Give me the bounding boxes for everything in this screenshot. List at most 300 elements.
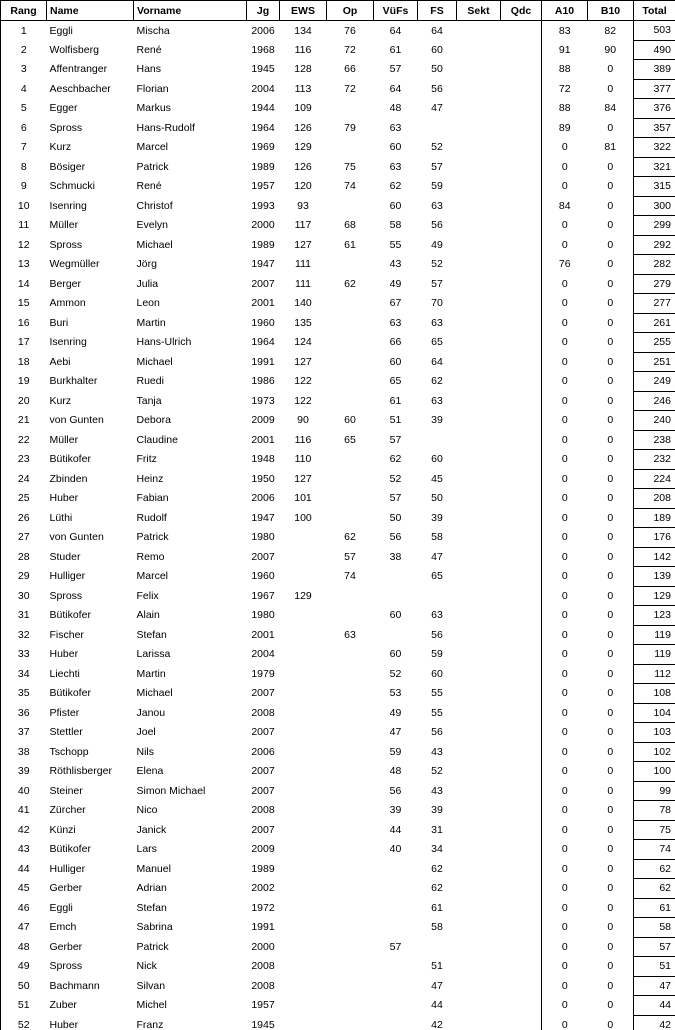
- cell-vufs: [374, 898, 418, 918]
- cell-vorname: Evelyn: [136, 219, 169, 232]
- cell-op: [327, 372, 374, 392]
- header-vorname: Vorname: [134, 1, 247, 21]
- table-row: [1, 60, 675, 80]
- cell-vufs: 63: [389, 316, 402, 329]
- cell-total: 74: [634, 840, 675, 860]
- cell-a10: 83: [558, 24, 571, 37]
- cell-name: Wegmüller: [49, 258, 100, 271]
- table-row: [1, 703, 675, 723]
- table-row: [1, 996, 675, 1016]
- cell-rang: 17: [1, 333, 47, 353]
- cell-vufs: 64: [389, 82, 402, 95]
- cell-ews: 126: [294, 121, 312, 134]
- cell-fs: 51: [431, 960, 443, 973]
- cell-vufs: 47: [389, 726, 402, 739]
- cell-b10: 0: [588, 723, 634, 743]
- cell-vufs: 60: [389, 199, 402, 212]
- cell-op: 74: [344, 180, 356, 193]
- cell-b10: 81: [588, 138, 634, 158]
- cell-op: [327, 723, 374, 743]
- cell-a10: 0: [561, 979, 568, 992]
- cell-vorname: Simon Michael: [136, 784, 206, 797]
- cell-rang: 16: [1, 313, 47, 333]
- cell-vorname: Martin: [136, 316, 166, 329]
- table-row: [1, 859, 675, 879]
- cell-total: 104: [634, 703, 675, 723]
- cell-vorname: Hans: [136, 63, 162, 76]
- cell-sekt: [457, 586, 501, 606]
- cell-rang: 27: [1, 528, 47, 548]
- cell-fs: 42: [431, 1018, 443, 1030]
- cell-jg: 2004: [251, 648, 275, 661]
- cell-sekt: [457, 216, 501, 236]
- cell-fs: [418, 430, 457, 450]
- cell-fs: 47: [431, 550, 443, 563]
- cell-ews: 111: [295, 277, 311, 290]
- cell-vufs: 65: [389, 375, 402, 388]
- cell-qdc: [501, 684, 542, 704]
- cell-jg: 2006: [251, 492, 275, 505]
- header-b10: B10: [588, 1, 634, 21]
- cell-vorname: Michael: [136, 355, 173, 368]
- cell-op: 63: [344, 628, 356, 641]
- cell-jg: 1989: [251, 238, 275, 251]
- cell-total: 224: [634, 469, 675, 489]
- cell-b10: 0: [588, 372, 634, 392]
- cell-a10: 0: [561, 628, 568, 641]
- cell-rang: 47: [1, 918, 47, 938]
- cell-name: Buri: [49, 316, 69, 329]
- cell-ews: [280, 781, 327, 801]
- cell-jg: 1960: [251, 570, 275, 583]
- cell-qdc: [501, 40, 542, 60]
- cell-fs: 56: [431, 726, 443, 739]
- cell-a10: 0: [561, 1018, 568, 1030]
- cell-vufs: 60: [389, 609, 402, 622]
- table-row: [1, 645, 675, 665]
- cell-b10: 0: [588, 60, 634, 80]
- cell-op: [327, 138, 374, 158]
- cell-sekt: [457, 352, 501, 372]
- cell-ews: [280, 567, 327, 587]
- cell-op: [327, 664, 374, 684]
- cell-b10: 0: [588, 645, 634, 665]
- cell-ews: 101: [294, 492, 312, 505]
- cell-qdc: [501, 781, 542, 801]
- cell-sekt: [457, 294, 501, 314]
- cell-jg: 1968: [251, 43, 275, 56]
- cell-b10: 0: [588, 859, 634, 879]
- header-vufs: VüFs: [374, 1, 418, 21]
- cell-rang: 2: [1, 40, 47, 60]
- cell-jg: 2001: [251, 628, 275, 641]
- cell-a10: 0: [561, 472, 568, 485]
- cell-rang: 52: [1, 1015, 47, 1030]
- cell-ews: 127: [294, 355, 312, 368]
- cell-vorname: Nico: [136, 804, 158, 817]
- header-row: [1, 1, 675, 21]
- cell-vorname: Patrick: [136, 940, 169, 953]
- cell-vorname: Hans-Rudolf: [136, 121, 195, 134]
- cell-total: 75: [634, 820, 675, 840]
- cell-fs: 39: [431, 511, 443, 524]
- cell-sekt: [457, 703, 501, 723]
- cell-a10: 0: [561, 414, 568, 427]
- cell-name: Hulliger: [49, 862, 86, 875]
- cell-total: 44: [634, 996, 675, 1016]
- cell-b10: 0: [588, 216, 634, 236]
- cell-fs: 44: [431, 999, 443, 1012]
- table-row: [1, 723, 675, 743]
- table-row: [1, 820, 675, 840]
- cell-b10: 0: [588, 840, 634, 860]
- cell-rang: 5: [1, 99, 47, 119]
- cell-ews: [280, 1015, 327, 1030]
- cell-name: Emch: [49, 921, 77, 934]
- cell-vufs: [374, 859, 418, 879]
- cell-jg: 1947: [251, 258, 275, 271]
- cell-name: Eggli: [49, 901, 73, 914]
- cell-name: Fischer: [49, 628, 84, 641]
- cell-fs: 55: [431, 706, 443, 719]
- cell-rang: 50: [1, 976, 47, 996]
- cell-op: [327, 294, 374, 314]
- cell-qdc: [501, 313, 542, 333]
- table-row: [1, 567, 675, 587]
- cell-a10: 0: [561, 765, 568, 778]
- cell-rang: 28: [1, 547, 47, 567]
- cell-vufs: 60: [389, 648, 402, 661]
- cell-b10: 0: [588, 157, 634, 177]
- cell-op: [327, 645, 374, 665]
- cell-fs: [418, 586, 457, 606]
- cell-total: 282: [634, 255, 675, 275]
- cell-qdc: [501, 918, 542, 938]
- cell-vorname: Michel: [136, 999, 167, 1012]
- cell-vorname: Tanja: [136, 394, 162, 407]
- cell-b10: 0: [588, 762, 634, 782]
- cell-fs: 56: [431, 628, 443, 641]
- cell-qdc: [501, 489, 542, 509]
- cell-op: [327, 1015, 374, 1030]
- cell-qdc: [501, 411, 542, 431]
- cell-total: 47: [634, 976, 675, 996]
- cell-fs: 65: [431, 570, 443, 583]
- cell-ews: [280, 684, 327, 704]
- cell-a10: 0: [561, 160, 568, 173]
- cell-name: Tschopp: [49, 745, 89, 758]
- cell-sekt: [457, 255, 501, 275]
- cell-name: Schmucki: [49, 180, 96, 193]
- cell-fs: 56: [431, 219, 443, 232]
- cell-vufs: 60: [389, 141, 402, 154]
- table-row: [1, 411, 675, 431]
- cell-fs: 50: [431, 63, 443, 76]
- cell-jg: 1944: [251, 102, 275, 115]
- cell-vorname: Sabrina: [136, 921, 173, 934]
- cell-name: Isenring: [49, 336, 87, 349]
- cell-ews: 140: [294, 297, 312, 310]
- cell-total: 103: [634, 723, 675, 743]
- cell-name: von Gunten: [49, 414, 104, 427]
- cell-a10: 0: [561, 375, 568, 388]
- cell-rang: 23: [1, 450, 47, 470]
- cell-total: 246: [634, 391, 675, 411]
- cell-sekt: [457, 879, 501, 899]
- cell-rang: 41: [1, 801, 47, 821]
- cell-fs: 60: [431, 667, 443, 680]
- cell-vorname: Nils: [136, 745, 154, 758]
- cell-op: [327, 99, 374, 119]
- cell-ews: [280, 606, 327, 626]
- cell-a10: 0: [561, 921, 568, 934]
- cell-a10: 0: [561, 550, 568, 563]
- cell-b10: 0: [588, 567, 634, 587]
- cell-b10: 0: [588, 450, 634, 470]
- table-row: [1, 957, 675, 977]
- cell-a10: 0: [561, 433, 568, 446]
- cell-op: [327, 703, 374, 723]
- cell-total: 142: [634, 547, 675, 567]
- cell-ews: 124: [294, 336, 312, 349]
- cell-name: Bütikofer: [49, 843, 91, 856]
- cell-fs: 49: [431, 238, 443, 251]
- cell-b10: 0: [588, 333, 634, 353]
- cell-vufs: [374, 996, 418, 1016]
- cell-vorname: Alain: [136, 609, 160, 622]
- cell-b10: 0: [588, 996, 634, 1016]
- cell-total: 238: [634, 430, 675, 450]
- cell-op: 74: [344, 570, 356, 583]
- cell-sekt: [457, 196, 501, 216]
- cell-qdc: [501, 723, 542, 743]
- cell-ews: 109: [294, 102, 312, 115]
- cell-sekt: [457, 157, 501, 177]
- cell-vufs: 57: [389, 940, 402, 953]
- cell-ews: 116: [294, 43, 312, 56]
- cell-qdc: [501, 138, 542, 158]
- cell-sekt: [457, 450, 501, 470]
- cell-total: 389: [634, 60, 675, 80]
- cell-ews: 127: [294, 238, 312, 251]
- cell-op: [327, 859, 374, 879]
- cell-vorname: Patrick: [136, 531, 169, 544]
- cell-jg: 2001: [251, 297, 275, 310]
- cell-sekt: [457, 645, 501, 665]
- cell-qdc: [501, 79, 542, 99]
- cell-vorname: Franz: [136, 1018, 164, 1030]
- cell-jg: 2007: [251, 687, 275, 700]
- cell-vufs: [374, 918, 418, 938]
- table-row: [1, 313, 675, 333]
- cell-name: Müller: [49, 433, 79, 446]
- cell-vufs: 58: [389, 219, 402, 232]
- cell-qdc: [501, 957, 542, 977]
- cell-sekt: [457, 547, 501, 567]
- cell-vorname: Lars: [136, 843, 157, 856]
- cell-qdc: [501, 801, 542, 821]
- cell-b10: 0: [588, 957, 634, 977]
- cell-ews: [280, 957, 327, 977]
- cell-total: 58: [634, 918, 675, 938]
- cell-b10: 0: [588, 547, 634, 567]
- cell-name: Gerber: [49, 940, 83, 953]
- cell-jg: 2006: [251, 24, 275, 37]
- cell-jg: 2001: [251, 433, 275, 446]
- cell-op: [327, 742, 374, 762]
- cell-sekt: [457, 625, 501, 645]
- cell-jg: 2007: [251, 277, 275, 290]
- cell-jg: 1945: [251, 63, 275, 76]
- cell-qdc: [501, 118, 542, 138]
- cell-jg: 2000: [251, 940, 275, 953]
- cell-vorname: Ruedi: [136, 375, 164, 388]
- cell-b10: 0: [588, 528, 634, 548]
- cell-name: Lüthi: [49, 511, 73, 524]
- cell-ews: 122: [294, 375, 312, 388]
- cell-vufs: 62: [389, 180, 402, 193]
- cell-jg: 1945: [251, 1018, 275, 1030]
- cell-ews: 111: [295, 258, 311, 271]
- cell-qdc: [501, 508, 542, 528]
- cell-b10: 0: [588, 255, 634, 275]
- cell-op: 62: [344, 531, 356, 544]
- cell-b10: 0: [588, 898, 634, 918]
- cell-ews: 116: [294, 433, 312, 446]
- table-row: [1, 742, 675, 762]
- cell-vufs: 50: [389, 511, 402, 524]
- cell-vufs: [374, 957, 418, 977]
- cell-sekt: [457, 664, 501, 684]
- cell-b10: 82: [588, 21, 634, 41]
- cell-name: Bachmann: [49, 979, 100, 992]
- cell-a10: 0: [561, 960, 568, 973]
- cell-total: 255: [634, 333, 675, 353]
- cell-qdc: [501, 333, 542, 353]
- table-row: [1, 781, 675, 801]
- cell-jg: 1980: [251, 531, 275, 544]
- cell-vufs: 61: [389, 394, 402, 407]
- cell-b10: 0: [588, 196, 634, 216]
- cell-vufs: 38: [389, 550, 402, 563]
- cell-rang: 11: [1, 216, 47, 236]
- cell-qdc: [501, 547, 542, 567]
- cell-name: Studer: [49, 550, 81, 563]
- cell-ews: 129: [294, 589, 312, 602]
- cell-a10: 0: [561, 706, 568, 719]
- cell-b10: 0: [588, 918, 634, 938]
- cell-fs: 43: [431, 784, 443, 797]
- cell-vufs: 49: [389, 706, 402, 719]
- cell-fs: 59: [431, 180, 443, 193]
- cell-name: Eggli: [49, 24, 73, 37]
- cell-ews: 134: [294, 24, 312, 37]
- cell-total: 279: [634, 274, 675, 294]
- cell-vorname: Claudine: [136, 433, 178, 446]
- cell-sekt: [457, 762, 501, 782]
- cell-fs: 60: [431, 453, 443, 466]
- cell-jg: 1989: [251, 160, 275, 173]
- cell-op: [327, 957, 374, 977]
- cell-name: Berger: [49, 277, 82, 290]
- cell-sekt: [457, 1015, 501, 1030]
- cell-rang: 33: [1, 645, 47, 665]
- cell-a10: 0: [561, 609, 568, 622]
- table-row: [1, 664, 675, 684]
- cell-total: 322: [634, 138, 675, 158]
- cell-vorname: Marcel: [136, 570, 169, 583]
- cell-vorname: Hans-Ulrich: [136, 336, 192, 349]
- cell-qdc: [501, 762, 542, 782]
- cell-vorname: René: [136, 180, 162, 193]
- cell-op: [327, 801, 374, 821]
- cell-b10: 0: [588, 352, 634, 372]
- cell-vufs: 52: [389, 472, 402, 485]
- cell-qdc: [501, 274, 542, 294]
- cell-sekt: [457, 528, 501, 548]
- cell-b10: 0: [588, 684, 634, 704]
- cell-name: Spross: [49, 121, 83, 134]
- cell-fs: 56: [431, 82, 443, 95]
- cell-a10: 0: [561, 882, 568, 895]
- cell-vufs: 57: [389, 492, 402, 505]
- table-row: [1, 840, 675, 860]
- header-fs: FS: [418, 1, 457, 21]
- table-row: [1, 528, 675, 548]
- cell-total: 176: [634, 528, 675, 548]
- cell-vorname: Florian: [136, 82, 169, 95]
- cell-b10: 84: [588, 99, 634, 119]
- cell-a10: 0: [561, 355, 568, 368]
- cell-a10: 0: [561, 901, 568, 914]
- cell-sekt: [457, 372, 501, 392]
- cell-jg: 1947: [251, 511, 275, 524]
- cell-op: 60: [344, 414, 356, 427]
- cell-total: 108: [634, 684, 675, 704]
- cell-vufs: 53: [389, 687, 402, 700]
- cell-a10: 0: [561, 940, 568, 953]
- cell-name: Kurz: [49, 141, 72, 154]
- cell-fs: 50: [431, 492, 443, 505]
- cell-vufs: 48: [389, 102, 402, 115]
- cell-vorname: Stefan: [136, 628, 167, 641]
- cell-sekt: [457, 79, 501, 99]
- cell-op: [327, 976, 374, 996]
- cell-rang: 30: [1, 586, 47, 606]
- cell-jg: 1991: [251, 355, 275, 368]
- cell-qdc: [501, 879, 542, 899]
- cell-rang: 36: [1, 703, 47, 723]
- cell-jg: 2009: [251, 843, 275, 856]
- cell-b10: 0: [588, 586, 634, 606]
- table-row: [1, 333, 675, 353]
- header-qdc: Qdc: [501, 1, 542, 21]
- cell-op: 72: [344, 43, 356, 56]
- cell-vorname: Adrian: [136, 882, 167, 895]
- cell-vufs: 57: [389, 63, 402, 76]
- header-sekt: Sekt: [457, 1, 501, 21]
- cell-rang: 7: [1, 138, 47, 158]
- table-row: [1, 352, 675, 372]
- cell-ews: 90: [297, 414, 309, 427]
- cell-rang: 42: [1, 820, 47, 840]
- cell-a10: 88: [558, 63, 571, 76]
- table-row: [1, 255, 675, 275]
- cell-name: Huber: [49, 492, 79, 505]
- table-row: [1, 118, 675, 138]
- cell-fs: 62: [431, 882, 443, 895]
- cell-qdc: [501, 606, 542, 626]
